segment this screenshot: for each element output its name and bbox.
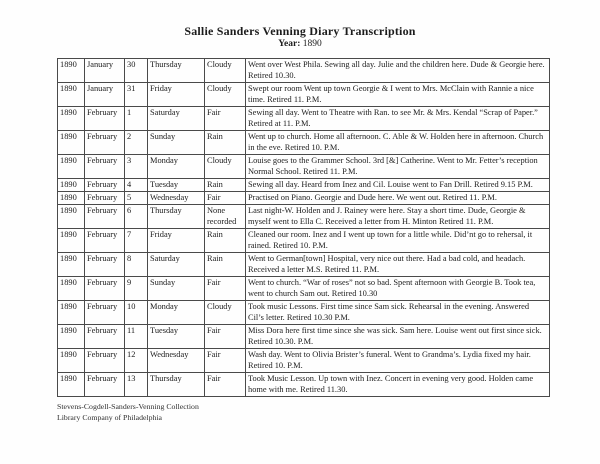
- cell-month: February: [85, 253, 125, 277]
- cell-weather: Cloudy: [205, 155, 246, 179]
- collection-footer: [57, 402, 199, 423]
- cell-entry: Last night-W. Holden and J. Rainey were here. Stay a short time. Dude, Georgie & myself went to Ella C. Received a letter from H. Minton Retired 11. P.M.: [246, 205, 550, 229]
- table-row: [58, 107, 550, 131]
- cell-weather: Rain: [205, 179, 246, 192]
- page-title: Sallie Sanders Venning Diary Transcription: [184, 24, 416, 38]
- cell-weekday: Friday: [148, 83, 205, 107]
- cell-entry: Practised on Piano. Georgie and Dude here. We went out. Retired 11. P.M.: [246, 192, 550, 205]
- cell-weather: Rain: [205, 253, 246, 277]
- cell-entry: Went to church. “War of roses” not so bad. Spent afternoon with Georgie B. Took tea, went to church Sam out. Retired 10.30: [246, 277, 550, 301]
- footer-institution-line: Library Company of Philadelphia: [57, 412, 163, 422]
- cell-weekday: Thursday: [148, 59, 205, 83]
- cell-month: January: [85, 59, 125, 83]
- footer-collection-line: Stevens-Cogdell-Sanders-Venning Collection: [57, 402, 199, 411]
- table-row: [58, 277, 550, 301]
- cell-weather: Fair: [205, 192, 246, 205]
- cell-weekday: Sunday: [148, 131, 205, 155]
- cell-day: 11: [125, 325, 148, 349]
- cell-weekday: Tuesday: [148, 179, 205, 192]
- year-subtitle: [0, 38, 600, 51]
- table-row: [58, 83, 550, 107]
- cell-weather: Fair: [205, 373, 246, 397]
- cell-weekday: Tuesday: [148, 325, 205, 349]
- cell-month: February: [85, 155, 125, 179]
- cell-month: February: [85, 373, 125, 397]
- table-row: [58, 155, 550, 179]
- cell-weekday: Thursday: [148, 205, 205, 229]
- cell-weather: Fair: [205, 325, 246, 349]
- table-row: [58, 205, 550, 229]
- cell-weekday: Thursday: [148, 373, 205, 397]
- cell-year: 1890: [58, 107, 85, 131]
- cell-year: 1890: [58, 83, 85, 107]
- cell-entry: Louise goes to the Grammer School. 3rd [&] Catherine. Went to Mr. Fetter’s reception Normal School. Retired 11. P.M.: [246, 155, 550, 179]
- cell-day: 4: [125, 179, 148, 192]
- cell-entry: Took music Lessons. First time since Sam sick. Rehearsal in the evening. Answered Cil’s letter. Retired 10.30 P.M.: [246, 301, 550, 325]
- table-row: [58, 59, 550, 83]
- cell-month: February: [85, 349, 125, 373]
- cell-year: 1890: [58, 301, 85, 325]
- cell-weather: None recorded: [205, 205, 246, 229]
- cell-day: 30: [125, 59, 148, 83]
- cell-year: 1890: [58, 131, 85, 155]
- cell-weather: Cloudy: [205, 59, 246, 83]
- cell-entry: Went up to church. Home all afternoon. C. Able & W. Holden here in afternoon. Church in the eve. Retired 10. P.M.: [246, 131, 550, 155]
- cell-day: 1: [125, 107, 148, 131]
- cell-month: January: [85, 83, 125, 107]
- cell-day: 10: [125, 301, 148, 325]
- cell-weather: Rain: [205, 229, 246, 253]
- cell-weather: Fair: [205, 277, 246, 301]
- cell-day: 31: [125, 83, 148, 107]
- table-row: [58, 301, 550, 325]
- cell-entry: Sewing all day. Heard from Inez and Cil. Louise went to Fan Drill. Retired 9.15 P.M.: [246, 179, 550, 192]
- cell-year: 1890: [58, 253, 85, 277]
- cell-month: February: [85, 325, 125, 349]
- cell-weather: Rain: [205, 131, 246, 155]
- cell-weekday: Friday: [148, 229, 205, 253]
- cell-day: 13: [125, 373, 148, 397]
- cell-month: February: [85, 131, 125, 155]
- cell-year: 1890: [58, 192, 85, 205]
- cell-weekday: Saturday: [148, 107, 205, 131]
- cell-weather: Fair: [205, 107, 246, 131]
- cell-day: 2: [125, 131, 148, 155]
- cell-year: 1890: [58, 277, 85, 301]
- table-row: [58, 349, 550, 373]
- cell-year: 1890: [58, 155, 85, 179]
- cell-entry: Went to German[town] Hospital, very nice out there. Had a bad cold, and headach. Received a letter M.S. Retired 11. P.M.: [246, 253, 550, 277]
- cell-entry: Sewing all day. Went to Theatre with Ran. to see Mr. & Mrs. Kendal “Scrap of Paper.” Retired at 11. P.M.: [246, 107, 550, 131]
- table-row: [58, 253, 550, 277]
- table-row: [58, 325, 550, 349]
- table-row: [58, 229, 550, 253]
- year-value: 1890: [302, 39, 322, 49]
- cell-year: 1890: [58, 59, 85, 83]
- cell-month: February: [85, 179, 125, 192]
- table-row: [58, 373, 550, 397]
- cell-entry: Cleaned our room. Inez and I went up town for a little while. Did’nt go to rehersal, it rained. Retired 10. P.M.: [246, 229, 550, 253]
- cell-weekday: Saturday: [148, 253, 205, 277]
- cell-month: February: [85, 205, 125, 229]
- cell-month: February: [85, 301, 125, 325]
- cell-month: February: [85, 107, 125, 131]
- cell-day: 7: [125, 229, 148, 253]
- cell-entry: Went over West Phila. Sewing all day. Julie and the children here. Dude & Georgie here. Retired 10.30.: [246, 59, 550, 83]
- cell-day: 3: [125, 155, 148, 179]
- table-row: [58, 192, 550, 205]
- cell-entry: Miss Dora here first time since she was sick. Sam here. Louise went out first since sick. Retired 10.30. P.M.: [246, 325, 550, 349]
- cell-month: February: [85, 229, 125, 253]
- cell-year: 1890: [58, 325, 85, 349]
- table-row: [58, 131, 550, 155]
- cell-weekday: Monday: [148, 301, 205, 325]
- cell-weather: Cloudy: [205, 301, 246, 325]
- cell-day: 6: [125, 205, 148, 229]
- cell-year: 1890: [58, 229, 85, 253]
- cell-day: 12: [125, 349, 148, 373]
- cell-year: 1890: [58, 373, 85, 397]
- cell-day: 8: [125, 253, 148, 277]
- cell-day: 9: [125, 277, 148, 301]
- diary-table-body: [58, 59, 550, 397]
- cell-weekday: Sunday: [148, 277, 205, 301]
- cell-year: 1890: [58, 205, 85, 229]
- cell-year: 1890: [58, 349, 85, 373]
- cell-weekday: Wednesday: [148, 192, 205, 205]
- diary-table: [57, 58, 550, 397]
- cell-year: 1890: [58, 179, 85, 192]
- table-row: [58, 179, 550, 192]
- cell-weather: Cloudy: [205, 83, 246, 107]
- cell-entry: Took Music Lesson. Up town with Inez. Concert in evening very good. Holden came home with me. Retired 11.30.: [246, 373, 550, 397]
- cell-entry: Wash day. Went to Olivia Brister’s funeral. Went to Grandma’s. Lydia fixed my hair. Retired 10. P.M.: [246, 349, 550, 373]
- cell-month: February: [85, 277, 125, 301]
- cell-entry: Swept our room Went up town Georgie & I went to Mrs. McClain with Rannie a nice time. Retired 11. P.M.: [246, 83, 550, 107]
- cell-weekday: Wednesday: [148, 349, 205, 373]
- cell-month: February: [85, 192, 125, 205]
- cell-day: 5: [125, 192, 148, 205]
- cell-weather: Fair: [205, 349, 246, 373]
- cell-weekday: Monday: [148, 155, 205, 179]
- year-label: Year:: [278, 39, 301, 49]
